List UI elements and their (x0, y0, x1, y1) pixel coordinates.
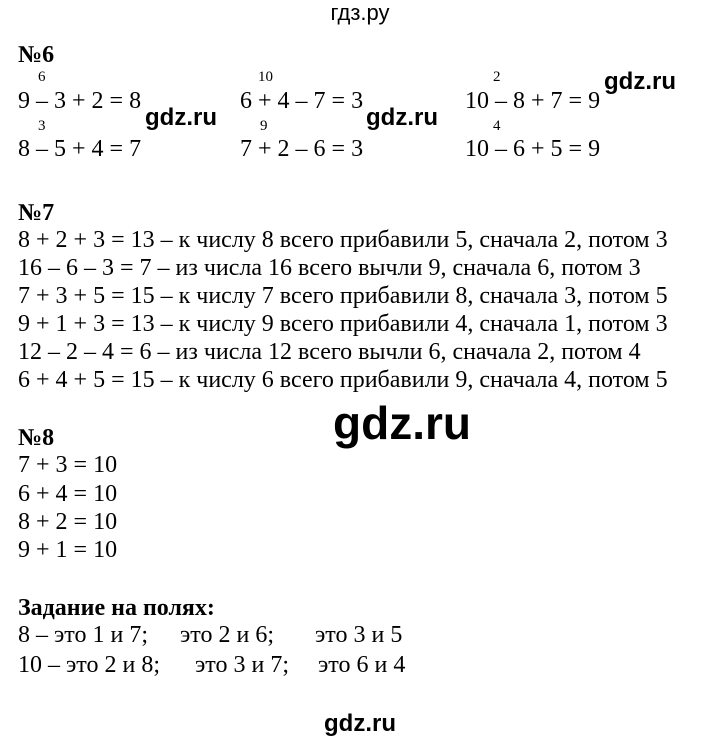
task7-line: 7 + 3 + 5 = 15 – к числу 7 всего прибавили 8, сначала 3, потом 5 (18, 283, 668, 309)
site-header: гдз.ру (330, 0, 390, 25)
task6-hint: 4 (493, 118, 501, 134)
margin-task-item: это 6 и 4 (318, 652, 406, 678)
task7-line: 9 + 1 + 3 = 13 – к числу 9 всего прибавили 4, сначала 1, потом 3 (18, 311, 668, 337)
task6-expression: 9 – 3 + 2 = 8 (18, 88, 142, 114)
task7-line: 8 + 2 + 3 = 13 – к числу 8 всего прибавили 5, сначала 2, потом 3 (18, 227, 668, 253)
margin-task-item: это 3 и 5 (315, 622, 403, 648)
watermark: gdz.ru (366, 104, 438, 131)
task6-hint: 2 (493, 69, 501, 85)
margin-task-item: это 2 и 6; (180, 622, 274, 648)
task6-expression: 7 + 2 – 6 = 3 (240, 136, 364, 162)
task6-expression: 8 – 5 + 4 = 7 (18, 136, 142, 162)
task7-line: 16 – 6 – 3 = 7 – из числа 16 всего вычли 9, сначала 6, потом 3 (18, 255, 641, 281)
margin-task-title: Задание на полях: (18, 595, 215, 621)
task8-line: 6 + 4 = 10 (18, 481, 118, 507)
task7-line: 12 – 2 – 4 = 6 – из числа 12 всего вычли 6, сначала 2, потом 4 (18, 339, 641, 365)
task8-line: 7 + 3 = 10 (18, 452, 118, 478)
task6-expression: 6 + 4 – 7 = 3 (240, 88, 364, 114)
watermark: gdz.ru (604, 68, 676, 95)
margin-task-item: 8 – это 1 и 7; (18, 622, 148, 648)
task6-expression: 10 – 6 + 5 = 9 (465, 136, 601, 162)
task7-line: 6 + 4 + 5 = 15 – к числу 6 всего прибавили 9, сначала 4, потом 5 (18, 367, 668, 393)
margin-task-item: 10 – это 2 и 8; (18, 652, 160, 678)
margin-task-item: это 3 и 7; (195, 652, 289, 678)
task7-title: №7 (18, 200, 55, 226)
watermark: gdz.ru (145, 104, 217, 131)
task6-hint: 10 (258, 69, 273, 85)
task6-hint: 3 (38, 118, 46, 134)
watermark-large: gdz.ru (333, 397, 471, 449)
task8-line: 9 + 1 = 10 (18, 537, 118, 563)
task6-hint: 9 (260, 118, 268, 134)
task6-title: №6 (18, 42, 55, 68)
task6-hint: 6 (38, 69, 46, 85)
task8-line: 8 + 2 = 10 (18, 509, 118, 535)
task8-title: №8 (18, 425, 55, 451)
task6-expression: 10 – 8 + 7 = 9 (465, 88, 601, 114)
site-footer: gdz.ru (324, 710, 396, 737)
